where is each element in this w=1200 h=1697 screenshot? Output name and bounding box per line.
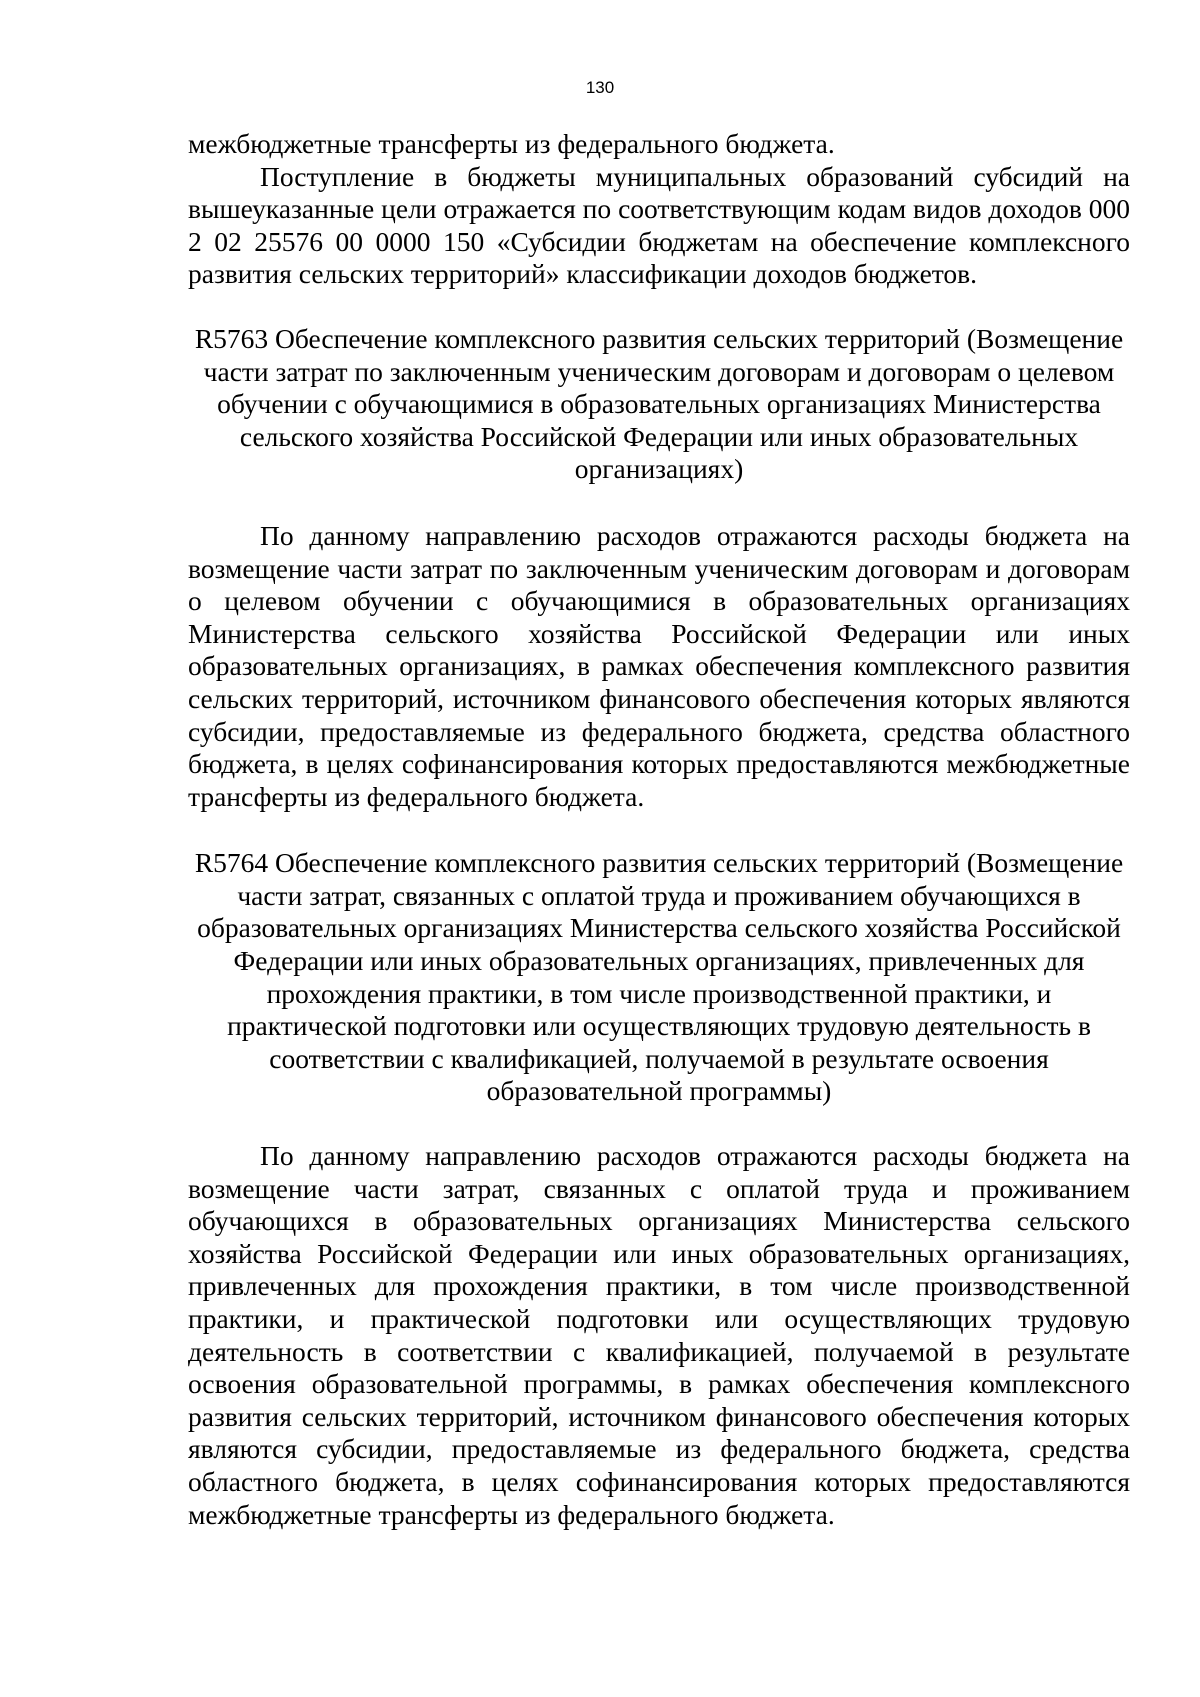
section-heading-r5763: R5763 Обеспечение комплексного развития сельских территорий (Возмещение части затрат по заключенным ученическим договорам и договорам о целевом обучении с обучающимися в образовательных организациях Министерства сельского хозяйства Российской Федерации или иных образовательных организациях) xyxy=(194,322,1124,485)
section-body-r5763: По данному направлению расходов отражаются расходы бюджета на возмещение части затрат по заключенным ученическим договорам и договорам о целевом обучении с обучающимися в образовательных организациях Министерства сельского хозяйства Российской Федерации или иных образовательных организациях, в рамках обеспечения комплексного развития сельских территорий, источником финансового обеспечения которых являются субсидии, предоставляемые из федерального бюджета, средства областного бюджета, в целях софинансирования которых предоставляются межбюджетные трансферты из федерального бюджета. xyxy=(188,519,1130,812)
page-number: 130 xyxy=(585,78,615,97)
section-heading-r5764: R5764 Обеспечение комплексного развития сельских территорий (Возмещение части затрат, связанных с оплатой труда и проживанием обучающихся в образовательных организациях Министерства сельского хозяйства Российской Федерации или иных образовательных организациях, привлеченных для прохождения практики, в том числе производственной практики, и практической подготовки или осуществляющих трудовую деятельность в соответствии с квалификацией, получаемой в результате освоения образовательной программы) xyxy=(194,847,1124,1107)
spacer xyxy=(188,486,1130,520)
document-body xyxy=(188,128,1130,1531)
spacer xyxy=(188,1108,1130,1140)
intro-paragraph: Поступление в бюджеты муниципальных образований субсидий на вышеуказанные цели отражается по соответствующим кодам видов доходов 000 2 02 25576 00 0000 150 «Субсидии бюджетам на обеспечение комплексного развития сельских территорий» классификации доходов бюджетов. xyxy=(188,160,1130,290)
section-body-r5764: По данному направлению расходов отражаются расходы бюджета на возмещение части затрат, связанных с оплатой труда и проживанием обучающихся в образовательных организациях Министерства сельского хозяйства Российской Федерации или иных образовательных организациях, привлеченных для прохождения практики, в том числе производственной практики, и практической подготовки или осуществляющих трудовую деятельность в соответствии с квалификацией, получаемой в результате освоения образовательной программы, в рамках обеспечения комплексного развития сельских территорий, источником финансового обеспечения которых являются субсидии, предоставляемые из федерального бюджета, средства областного бюджета, в целях софинансирования которых предоставляются межбюджетные трансферты из федерального бюджета. xyxy=(188,1140,1130,1530)
spacer xyxy=(188,291,1130,323)
spacer xyxy=(188,813,1130,847)
intro-tail-paragraph: межбюджетные трансферты из федерального бюджета. xyxy=(188,128,835,159)
